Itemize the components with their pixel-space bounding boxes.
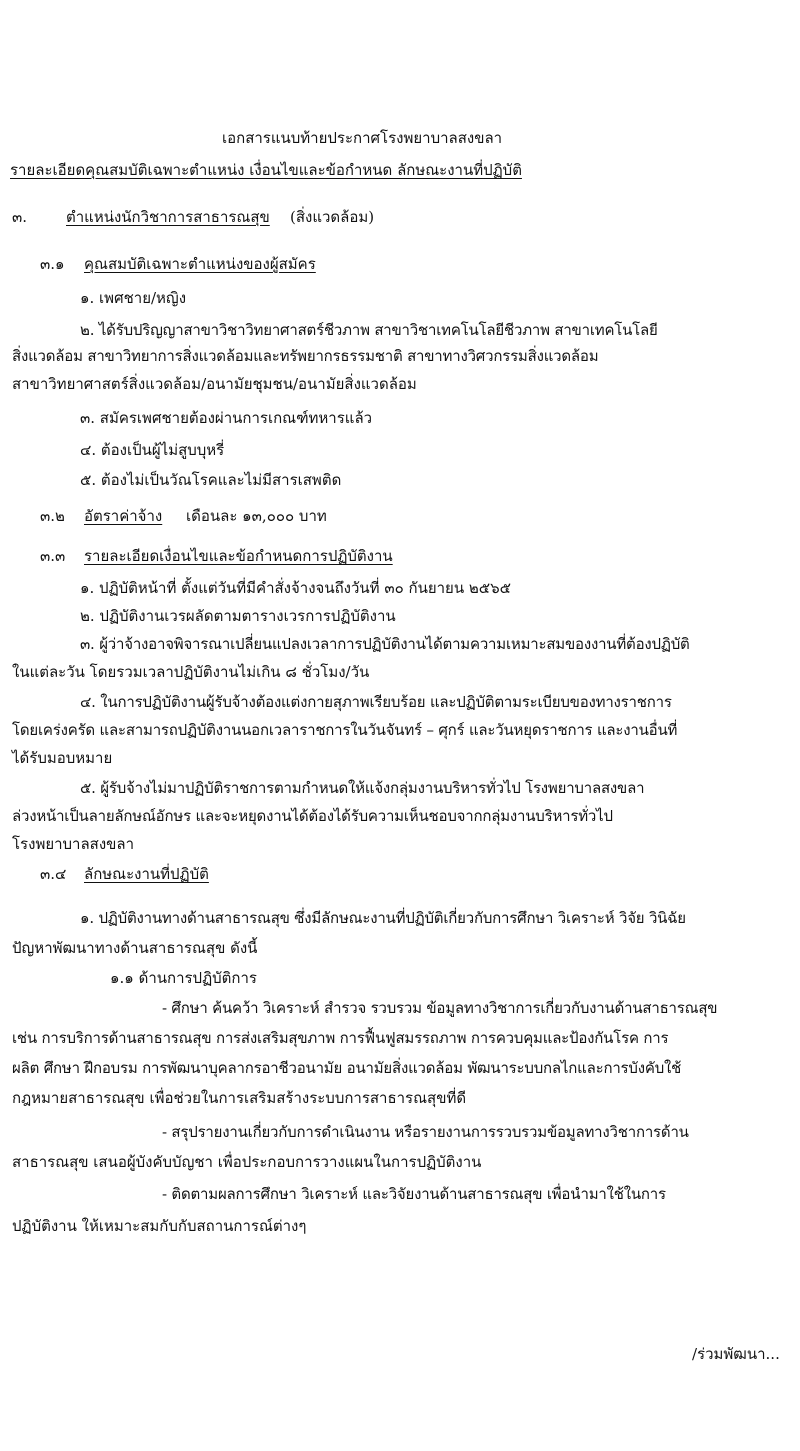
section-3-1-item-5: ๕. ต้องไม่เป็นวัณโรคและไม่มีสารเสพติด [80, 471, 342, 489]
section-3-2-heading: อัตราค่าจ้าง [84, 507, 163, 525]
section-3-1-item-4: ๔. ต้องเป็นผู้ไม่สูบบุหรี่ [80, 441, 225, 459]
section-3-4-item-1-line-2: ปัญหาพัฒนาทางด้านสาธารณสุข ดังนี้ [12, 939, 258, 957]
bullet-3-line-2: ปฏิบัติงาน ให้เหมาะสมกับกับสถานการณ์ต่างๆ [12, 1217, 307, 1235]
bullet-3-line-1: - ติดตามผลการศึกษา วิเคราะห์ และวิจัยงานด้านสาธารณสุข เพื่อนำมาใช้ในการ [162, 1185, 666, 1203]
section-3-3-item-5-line-2: ล่วงหน้าเป็นลายลักษณ์อักษร และจะหยุดงานได้ต้องได้รับความเห็นชอบจากกลุ่มงานบริหารทั่วไป [12, 807, 613, 825]
section-3-3-item-3-line-1: ๓. ผู้ว่าจ้างอาจพิจารณาเปลี่ยนแปลงเวลาการปฏิบัติงานได้ตามความเหมาะสมของงานที่ต้องปฏิบัติ [80, 635, 690, 653]
section-3-4-item-1-line-1: ๑. ปฏิบัติงานทางด้านสาธารณสุข ซึ่งมีลักษณะงานที่ปฏิบัติเกี่ยวกับการศึกษา วิเคราะห์ วิจัย วินิฉัย [80, 909, 686, 927]
section-3-1-heading: คุณสมบัติเฉพาะตำแหน่งของผู้สมัคร [84, 255, 316, 273]
position-number: ๓. [12, 208, 28, 226]
bullet-1-line-1: - ศึกษา ค้นคว้า วิเคราะห์ สำรวจ รวบรวม ข้อมูลทางวิชาการเกี่ยวกับงานด้านสาธารณสุข [162, 999, 718, 1017]
section-3-3-heading: รายละเอียดเงื่อนไขและข้อกำหนดการปฏิบัติงาน [84, 547, 393, 565]
bullet-2-line-2: สาธารณสุข เสนอผู้บังคับบัญชา เพื่อประกอบการวางแผนในการปฏิบัติงาน [12, 1153, 482, 1171]
section-3-4-heading: ลักษณะงานที่ปฏิบัติ [84, 865, 209, 883]
section-3-3-item-3-line-2: ในแต่ละวัน โดยรวมเวลาปฏิบัติงานไม่เกิน ๘ ชั่วโมง/วัน [12, 663, 370, 681]
section-3-3-item-4-line-1: ๔. ในการปฏิบัติงานผู้รับจ้างต้องแต่งกายสุภาพเรียบร้อย และปฏิบัติตามระเบียบของทางราชการ [80, 693, 672, 711]
section-3-1-item-1: ๑. เพศชาย/หญิง [80, 289, 187, 307]
wage-amount: เดือนละ ๑๓,๐๐๐ บาท [186, 507, 327, 525]
section-3-2-number: ๓.๒ [40, 507, 65, 525]
section-3-3-item-4-line-3: ได้รับมอบหมาย [12, 749, 113, 767]
section-3-3-number: ๓.๓ [40, 547, 66, 565]
section-3-3-item-2: ๒. ปฏิบัติงานเวรผลัดตามตารางเวรการปฏิบัติงาน [80, 607, 396, 625]
section-3-1-item-2-line-3: สาขาวิทยาศาสตร์สิ่งแวดล้อม/อนามัยชุมชน/อนามัยสิ่งแวดล้อม [12, 375, 417, 393]
bullet-1-line-4: กฎหมายสาธารณสุข เพื่อช่วยในการเสริมสร้างระบบการสาธารณสุขที่ดี [12, 1089, 467, 1107]
section-3-4-number: ๓.๔ [40, 865, 67, 883]
subsection-1-1: ๑.๑ ด้านการปฏิบัติการ [110, 969, 257, 987]
position-title: ตำแหน่งนักวิชาการสาธารณสุข [66, 208, 270, 226]
position-note: (สิ่งแวดล้อม) [290, 208, 375, 226]
document-title: เอกสารแนบท้ายประกาศโรงพยาบาลสงขลา [222, 129, 503, 147]
bullet-2-line-1: - สรุปรายงานเกี่ยวกับการดำเนินงาน หรือรายงานการรวบรวมข้อมูลทางวิชาการด้าน [162, 1123, 689, 1141]
section-3-3-item-1: ๑. ปฏิบัติหน้าที่ ตั้งแต่วันที่มีคำสั่งจ้างจนถึงวันที่ ๓๐ กันยายน ๒๕๖๕ [80, 579, 511, 597]
section-3-3-item-4-line-2: โดยเคร่งครัด และสามารถปฏิบัติงานนอกเวลาราชการในวันจันทร์ – ศุกร์ และวันหยุดราชการ และงานอื่นที่ [12, 721, 678, 739]
section-3-1-item-2-line-1: ๒. ได้รับปริญญาสาขาวิชาวิทยาศาสตร์ชีวภาพ สาขาวิชาเทคโนโลยีชีวภาพ สาขาเทคโนโลยี [80, 321, 658, 339]
document-subtitle: รายละเอียดคุณสมบัติเฉพาะตำแหน่ง เงื่อนไขและข้อกำหนด ลักษณะงานที่ปฏิบัติ [10, 161, 522, 179]
bullet-1-line-3: ผลิต ศึกษา ฝึกอบรม การพัฒนาบุคลากรอาชีวอนามัย อนามัยสิ่งแวดล้อม พัฒนาระบบกลไกและการบังคับใช้ [12, 1059, 682, 1077]
section-3-1-number: ๓.๑ [40, 255, 65, 273]
section-3-3-item-5-line-3: โรงพยาบาลสงขลา [12, 835, 135, 853]
section-3-1-item-2-line-2: สิ่งแวดล้อม สาขาวิทยาการสิ่งแวดล้อมและทรัพยากรธรรมชาติ สาขาทางวิศวกรรมสิ่งแวดล้อม [12, 347, 599, 365]
continuation-marker: /ร่วมพัฒนา... [692, 1345, 780, 1363]
section-3-1-item-3: ๓. สมัครเพศชายต้องผ่านการเกณฑ์ทหารแล้ว [80, 409, 373, 427]
bullet-1-line-2: เช่น การบริการด้านสาธารณสุข การส่งเสริมสุขภาพ การฟื้นฟูสมรรถภาพ การควบคุมและป้องกันโรค การ [12, 1029, 669, 1047]
section-3-3-item-5-line-1: ๕. ผู้รับจ้างไม่มาปฏิบัติราชการตามกำหนดให้แจ้งกลุ่มงานบริหารทั่วไป โรงพยาบาลสงขลา [80, 779, 645, 797]
